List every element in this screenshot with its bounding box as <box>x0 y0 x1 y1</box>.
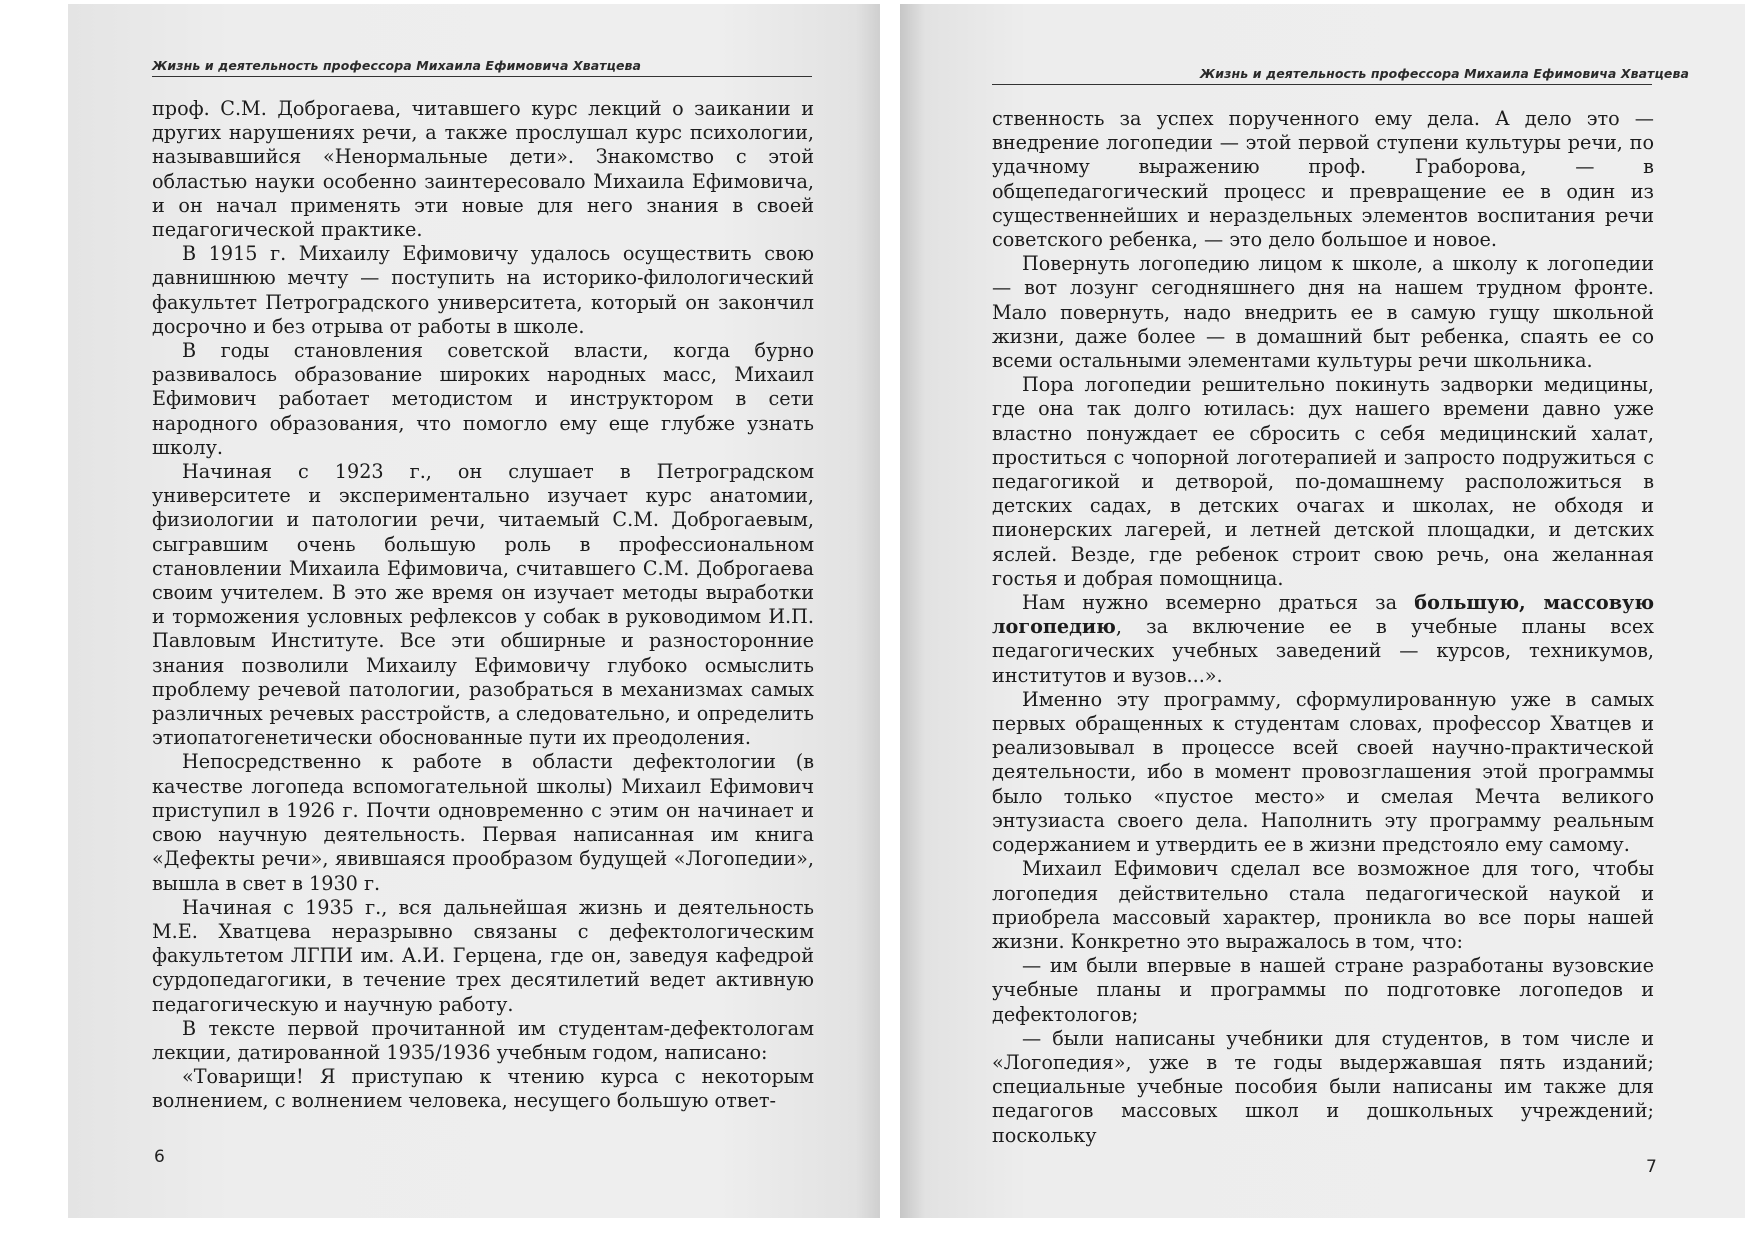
paragraph: Начиная с 1935 г., вся дальнейшая жизнь и деятельность М.Е. Хватцева неразрывно связаны с дефектологическим факультетом ЛГПИ им. А.И. Герцена, где он, заведуя кафедрой сурдопедагогики, в течение трех десятилетий ведет активную педагогическую и научную работу. <box>152 895 814 1016</box>
right-page-text <box>992 107 1654 1148</box>
paragraph-text: Нам нужно всемерно драться за <box>1022 591 1415 615</box>
paragraph: Начиная с 1923 г., он слушает в Петроградском университете и экспериментально изучает курс анатомии, физиологии и патологии речи, читаемый С.М. Доброгаевым, сыгравшим очень большую роль в профессиональном становлении Михаила Ефимовича, считавшего С.М. Доброгаева своим учителем. В это же время он изучает методы выработки и торможения условных рефлексов у собак в руководимом И.П. Павловым Институте. Все эти обширные и разносторонние знания позволили Михаилу Ефимовичу глубоко осмыслить проблему речевой патологии, разобраться в механизмах самых различных речевых расстройств, а следовательно, и определить этиопатогенетически обоснованные пути их преодоления. <box>152 460 814 750</box>
left-page <box>68 4 880 1218</box>
header-rule <box>152 76 812 77</box>
paragraph: проф. С.М. Доброгаева, читавшего курс лекций о заикании и других нарушениях речи, а также прослушал курс психологии, называвшийся «Ненормальные дети». Знакомство с этой областью науки особенно заинтересовало Михаила Ефимовича, и он начал применять эти новые для него знания в своей педагогической практике. <box>152 97 814 242</box>
page-number: 6 <box>154 1147 165 1167</box>
paragraph-text: , за включение ее в учебные планы всех педагогических учебных заведений — курсов, техникумов, институтов и вузов...». <box>992 615 1654 687</box>
paragraph: Повернуть логопедию лицом к школе, а школу к логопедии — вот лозунг сегодняшнего дня на нашем трудном фронте. Мало повернуть, надо внедрить ее в самую гущу школьной жизни, даже более — в домашний быт ребенка, спаять ее со всеми остальными элементами культуры речи школьника. <box>992 252 1654 373</box>
paragraph: Пора логопедии решительно покинуть задворки медицины, где она так долго ютилась: дух нашего времени давно уже властно понуждает ее сбросить с себя медицинский халат, проститься с чопорной логотерапией и запросто подружиться с педагогикой и детворой, по-домашнему расположиться в детских садах, в детских очагах и школах, не обходя и пионерских лагерей, и летней детской площадки, и детских яслей. Везде, где ребенок строит свою речь, она желанная гостья и добрая помощница. <box>992 373 1654 590</box>
bold-emphasis: большую, массовую логопедию <box>992 591 1654 639</box>
running-head: Жизнь и деятельность профессора Михаила Ефимовича Хватцева <box>1199 66 1689 81</box>
left-page-text <box>152 97 814 1114</box>
paragraph: В 1915 г. Михаилу Ефимовичу удалось осуществить свою давнишнюю мечту — поступить на историко-филологический факультет Петроградского университета, который он закончил досрочно и без отрыва от работы в школе. <box>152 242 814 338</box>
paragraph: В годы становления советской власти, когда бурно развивалось образование широких народных масс, Михаил Ефимович работает методистом и инструктором в сети народного образования, что помогло ему еще глубже узнать школу. <box>152 339 814 459</box>
page-number: 7 <box>1646 1157 1657 1177</box>
list-item: — им были впервые в нашей стране разработаны вузовские учебные планы и программы по подготовке логопедов и дефектологов; <box>992 954 1654 1026</box>
right-page <box>900 4 1745 1218</box>
paragraph: Непосредственно к работе в области дефектологии (в качестве логопеда вспомогательной школы) Михаил Ефимович приступил в 1926 г. Почти одновременно с этим он начинает и свою научную деятельность. Первая написанная им книга «Дефекты речи», явившаяся прообразом будущей «Логопедии», вышла в свет в 1930 г. <box>152 750 814 895</box>
paragraph: Именно эту программу, сформулированную уже в самых первых обращенных к студентам словах, профессор Хватцев и реализовывал в процессе всей своей научно-практической деятельности, ибо в момент провозглашения этой программы было только «пустое место» и смелая Мечта великого энтузиаста своего дела. Наполнить эту программу реальным содержанием и утвердить ее в жизни предстояло ему самому. <box>992 687 1654 857</box>
running-head: Жизнь и деятельность профессора Михаила Ефимовича Хватцева <box>152 58 642 73</box>
paragraph <box>992 591 1654 688</box>
paragraph: «Товарищи! Я приступаю к чтению курса с некоторым волнением, с волнением человека, несущего большую ответ- <box>152 1065 814 1113</box>
list-item: — были написаны учебники для студентов, в том числе и «Логопедия», уже в те годы выдержавшая пять изданий; специальные учебные пособия были написаны им также для педагогов массовых школ и дошкольных учреждений; поскольку <box>992 1026 1654 1147</box>
paragraph: Михаил Ефимович сделал все возможное для того, чтобы логопедия действительно стала педагогической наукой и приобрела массовый характер, проникла во все поры нашей жизни. Конкретно это выражалось в том, что: <box>992 857 1654 953</box>
header-rule <box>992 84 1652 85</box>
paragraph: В тексте первой прочитанной им студентам-дефектологам лекции, датированной 1935/1936 учебным годом, написано: <box>152 1016 814 1064</box>
paragraph: ственность за успех порученного ему дела. А дело это — внедрение логопедии — этой первой ступени культуры речи, по удачному выражению проф. Граборова, — в общепедагогический процесс и превращение ее в один из существеннейших и нераздельных элементов воспитания речи советского ребенка, — это дело большое и новое. <box>992 107 1654 252</box>
